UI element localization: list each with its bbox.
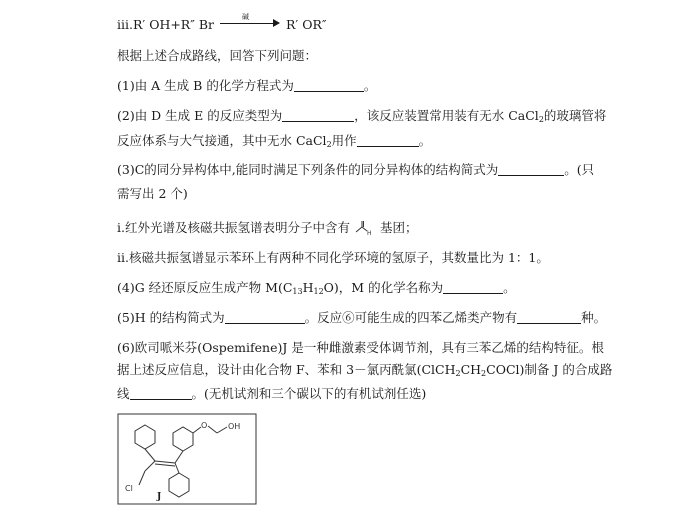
q6-sub-2: 2 (481, 369, 487, 378)
question-3-line-1 (117, 162, 594, 178)
q6-text-e: 。(无机试剂和三个碳以下的有机试剂任选) (191, 386, 427, 401)
phenyl-ring-3 (173, 427, 193, 451)
question-6-line-1: (6)欧司哌米芬(Ospemifene)J 是一种雌激素受体调节剂，具有三苯乙烯的结构特征。根 (117, 340, 604, 355)
double-bond-b (155, 464, 175, 466)
q2-end: 。 (418, 133, 432, 148)
reaction-iii (117, 13, 327, 33)
chain-1 (208, 426, 217, 433)
ospemifene-structure (117, 413, 257, 505)
condition-i-end: 基团； (379, 220, 418, 235)
question-1 (117, 78, 376, 94)
bond-2 (175, 463, 179, 473)
phenyl-ring-1 (135, 425, 155, 449)
question-4 (117, 280, 516, 300)
chain-4 (139, 471, 145, 485)
question-2-line-1 (117, 108, 606, 128)
reaction-condition: 碱 (242, 13, 250, 21)
reaction-iii-product: R′ OR″ (286, 17, 327, 32)
q2-text-d: 反应体系与大气接通，其中无水 CaCl (117, 133, 327, 148)
chain-2 (217, 427, 227, 433)
question-1-text: (1)由 A 生成 B 的化学方程式为 (117, 78, 294, 93)
atom-cl: Cl (125, 484, 133, 493)
bond-3 (175, 451, 183, 463)
q2-sub-2: 2 (326, 140, 332, 149)
q3-end: 。(只 (564, 162, 595, 177)
q2-sub-1: 2 (538, 115, 544, 124)
question-6-line-3 (117, 386, 426, 402)
answer-blank-4[interactable] (443, 281, 503, 294)
question-3-line-2: 需写出 2 个) (117, 186, 188, 201)
answer-blank-6[interactable] (130, 387, 192, 400)
q4-text-a: (4)G 经还原反应生成产物 M(C (117, 280, 293, 295)
q4-sub-1: 13 (292, 287, 303, 296)
atom-oh: OH (228, 422, 241, 431)
reaction-arrow (220, 13, 280, 28)
reaction-iii-reactants: iii.R′ OH+R″ Br (117, 17, 215, 32)
atom-o: O (201, 421, 208, 430)
q4-end: 。 (503, 280, 516, 295)
condition-i-text: i.红外光谱及核磁共振氢谱表明分子中含有 (117, 220, 350, 235)
amide-h-label: H (366, 230, 372, 236)
phenyl-ring-2 (169, 473, 189, 497)
answer-blank-5b[interactable] (517, 311, 581, 324)
q2-text-c: 的玻璃管将 (543, 108, 607, 123)
answer-blank-3[interactable] (498, 163, 564, 176)
q4-text-b: H (302, 280, 314, 295)
question-6-line-2 (117, 362, 612, 382)
q3-text: (3)C的同分异构体中,能同时满足下列条件的同分异构体的结构简式为 (117, 162, 499, 177)
structure-label: J (157, 492, 162, 502)
answer-blank-2b[interactable] (357, 134, 419, 147)
bond-1 (145, 449, 155, 461)
q6-text-a: 据上述反应信息，设计由化合物 F、苯和 3－氯丙酰氯(ClCH (117, 362, 456, 377)
chain-3 (145, 461, 155, 471)
answer-blank-2a[interactable] (282, 109, 354, 122)
bond-o (193, 427, 201, 433)
q6-text-d: 线 (117, 386, 130, 401)
q6-sub-1: 2 (455, 369, 461, 378)
q5-end: 种。 (581, 310, 607, 325)
double-bond-a (155, 461, 175, 463)
q2-text-b: ，该反应装置常用装有无水 CaCl (354, 108, 539, 123)
answer-blank-5a[interactable] (225, 311, 305, 324)
question-1-end: 。 (363, 78, 377, 93)
q6-text-b: CH (460, 362, 482, 377)
intro-text: 根据上述合成路线，回答下列问题： (117, 48, 318, 63)
question-5 (117, 310, 606, 326)
q4-text-c: O)，M 的化学名称为 (323, 280, 444, 295)
q5-text-a: (5)H 的结构简式为 (117, 310, 225, 325)
condition-ii: ii.核磁共振氢谱显示苯环上有两种不同化学环境的氢原子，其数量比为 1：1。 (117, 250, 549, 265)
q2-text-e: 用作 (331, 133, 357, 148)
q4-sub-2: 12 (313, 287, 324, 296)
q6-text-c: COCl)制备 J 的合成路 (486, 362, 613, 377)
q5-text-b: 。反应⑥可能生成的四苯乙烯类产物有 (304, 310, 518, 325)
answer-blank-1[interactable] (294, 79, 364, 92)
amide-group-icon (354, 220, 376, 236)
q2-text-a: (2)由 D 生成 E 的反应类型为 (117, 108, 283, 123)
condition-i (117, 220, 417, 236)
question-2-line-2 (117, 133, 431, 153)
